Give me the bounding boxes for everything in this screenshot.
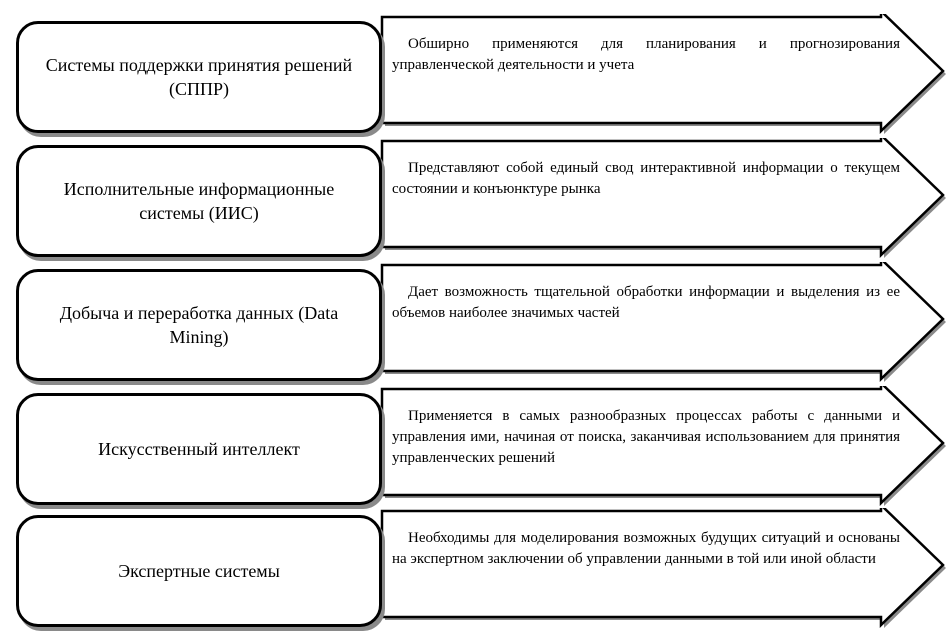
row-sppr — [0, 14, 949, 130]
row-iis — [0, 138, 949, 254]
row-description: Обширно применяются для планирования и прогнозирования управленческой деятельности и учета — [392, 36, 900, 73]
row-label: Искусственный интеллект — [16, 393, 382, 505]
row-description: Применяется в самых разнообразных процессах работы с данными и управления ими, начиная от поиска, заканчивая использованием для принятия управленческих решений — [392, 408, 900, 466]
row-label: Исполнительные информационные системы (ИИС) — [16, 145, 382, 257]
row-data-mining — [0, 262, 949, 378]
row-label: Системы поддержки принятия решений (СППР) — [16, 21, 382, 133]
row-description: Необходимы для моделирования возможных будущих ситуаций и основаны на экспертном заключении об управлении данными в той или иной области — [392, 530, 900, 567]
row-label: Добыча и переработка данных (Data Mining) — [16, 269, 382, 381]
row-label: Экспертные системы — [16, 515, 382, 627]
row-ai — [0, 386, 949, 502]
row-description: Дает возможность тщательной обработки информации и выделения из ее объемов наиболее значимых частей — [392, 284, 900, 321]
row-description: Представляют собой единый свод интерактивной информации о текущем состоянии и конъюнктуре рынка — [392, 160, 900, 197]
row-expert-systems — [0, 508, 949, 624]
